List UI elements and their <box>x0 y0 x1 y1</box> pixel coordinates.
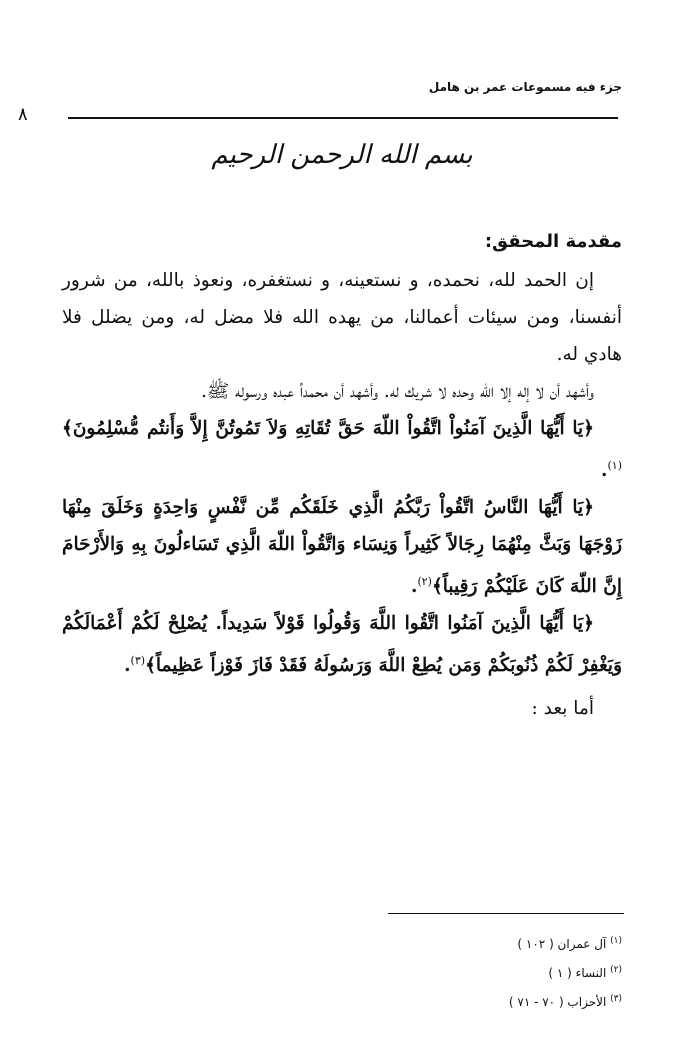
header-rule <box>68 117 618 119</box>
footnote-mark: (١) <box>607 459 622 472</box>
footnote-text: النساء ( ١ ) <box>548 966 607 980</box>
paragraph-shahada: وأشهد أن لا إله إلا الله وحده لا شريك له. وأشهد أن محمداً عبده ورسوله ﷺ. <box>200 381 594 402</box>
footnote-rule <box>388 913 624 914</box>
page-number: ٨ <box>18 104 28 125</box>
footnote-mark: (٢) <box>417 575 432 589</box>
body-text <box>62 222 622 727</box>
footnote-mark: (٣) <box>130 654 146 668</box>
verse-text: ﴿يَا أَيُّهَا النَّاسُ اتَّقُواْ رَبَّكُمُ الَّذِي خَلَقَكُم مِّن نَّفْسٍ وَاحِدَةٍ وَخَلَقَ مِنْهَا زَوْجَهَا وَبَثَّ مِنْهُمَا رِجَالاً كَثِيراً وَنِسَاء وَاتَّقُواْ اللّهَ الَّذِي تَسَاءلُونَ بِهِ وَالأَرْحَامَ إِنَّ اللّهَ كَانَ عَلَيْكُمْ رَقِيباً﴾ <box>62 497 622 598</box>
closing-phrase: أما بعد : <box>531 698 594 720</box>
footnote-item <box>382 928 622 957</box>
footnote-number: (٢) <box>610 965 622 975</box>
basmala: بسم الله الرحمن الرحيم <box>211 140 473 170</box>
paragraph-praise: إن الحمد لله، نحمده، و نستعينه، و نستغفره، ونعوذ بالله، من شرور أنفسنا، ومن سيئات أعمالنا، من يهده الله فلا مضل له، ومن يضلل فلا هادي له. <box>62 270 622 365</box>
verse-quote: ﴿يَا أَيُّهَا الَّذِينَ آمَنُوا اتَّقُوا اللَّهَ وَقُولُوا قَوْلاً سَدِيداً. يُصْلِحْ لَكُمْ أَعْمَالَكُمْ وَيَغْفِرْ لَكُمْ ذُنُوبَكُمْ وَمَن يُطِعْ اللَّهَ وَرَسُولَهُ فَقَدْ فَازَ فَوْزاً عَظِيماً﴾$^{(٣)}$. <box>62 613 622 677</box>
section-heading: مقدمة المحقق: <box>484 231 622 252</box>
verse-text: ﴿يَا أَيُّهَا الَّذِينَ آمَنُوا اتَّقُوا اللَّهَ وَقُولُوا قَوْلاً سَدِيداً. يُصْلِحْ لَكُمْ أَعْمَالَكُمْ وَيَغْفِرْ لَكُمْ ذُنُوبَكُمْ وَمَن يُطِعْ اللَّهَ وَرَسُولَهُ فَقَدْ فَازَ فَوْزاً عَظِيماً﴾ <box>62 613 622 677</box>
verse-quote: ﴿يَا أَيُّهَا الَّذِينَ آمَنُواْ اتَّقُواْ اللّهَ حَقَّ تُقَاتِهِ وَلاَ تَمُوتُنَّ إِلاَّ وَأَنتُم مُّسْلِمُونَ﴾$^{(١)}$. <box>62 418 622 482</box>
footnote-text: الأحزاب ( ٧٠ - ٧١ ) <box>508 995 607 1009</box>
footnote-number: (٣) <box>610 994 622 1004</box>
running-title: جزء فيه مسموعات عمر بن هامل <box>428 80 622 94</box>
footnote-item <box>382 957 622 986</box>
footnote-item <box>382 986 622 1015</box>
verse-quote: ﴿يَا أَيُّهَا النَّاسُ اتَّقُواْ رَبَّكُمُ الَّذِي خَلَقَكُم مِّن نَّفْسٍ وَاحِدَةٍ وَخَلَقَ مِنْهَا زَوْجَهَا وَبَثَّ مِنْهُمَا رِجَالاً كَثِيراً وَنِسَاء وَاتَّقُواْ اللّهَ الَّذِي تَسَاءلُونَ بِهِ وَالأَرْحَامَ إِنَّ اللّهَ كَانَ عَلَيْكُمْ رَقِيباً﴾$^{(٢)}$. <box>62 497 622 598</box>
verse-text: ﴿يَا أَيُّهَا الَّذِينَ آمَنُواْ اتَّقُواْ اللّهَ حَقَّ تُقَاتِهِ وَلاَ تَمُوتُنَّ إِلاَّ وَأَنتُم مُّسْلِمُونَ﴾ <box>62 418 594 439</box>
footnotes <box>382 928 622 1015</box>
footnote-number: (١) <box>610 936 622 946</box>
footnote-text: آل عمران ( ١٠٢ ) <box>517 937 607 951</box>
